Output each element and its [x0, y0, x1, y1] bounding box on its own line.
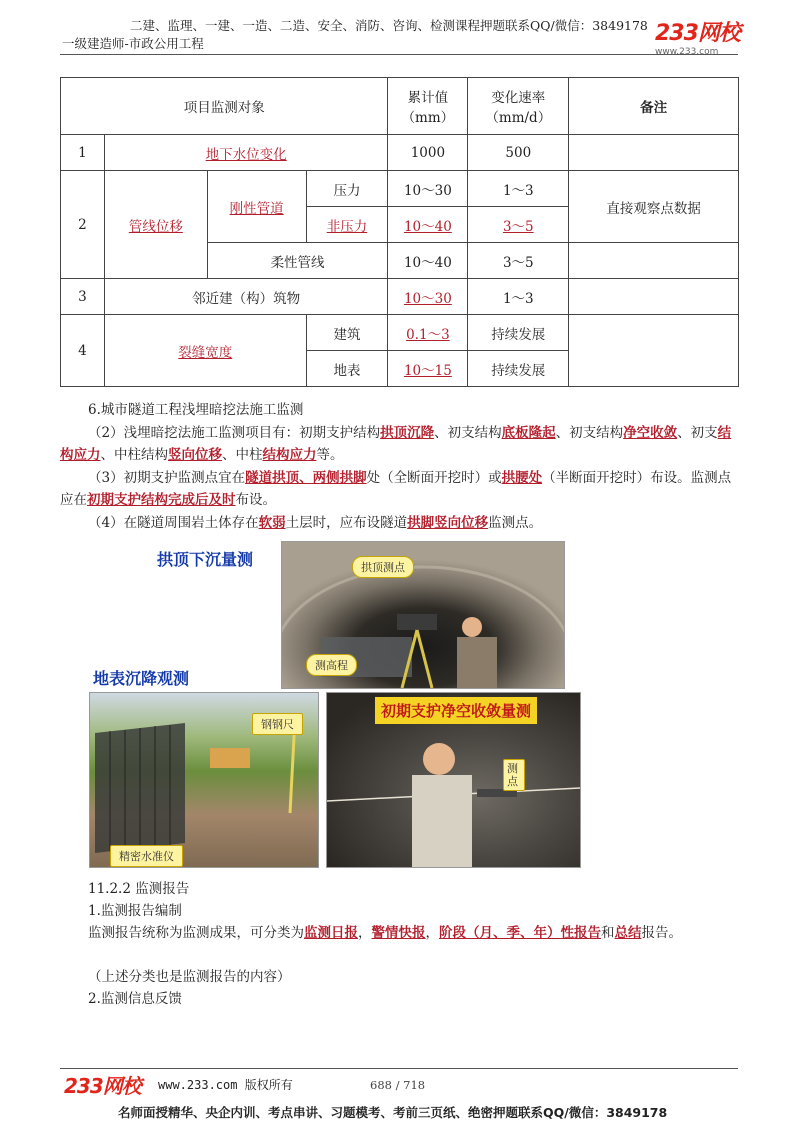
cell-note: [569, 243, 739, 279]
subheading-report-compile: 1.监测报告编制: [88, 903, 182, 919]
paragraph-report-types: 监测报告统称为监测成果，可分类为监测日报，警情快报，阶段（月、季、年）性报告和总结报告。: [88, 925, 682, 941]
label-surface-settlement: 地表沉降观测: [93, 669, 190, 688]
cell-note: 直接观察点数据: [569, 171, 739, 243]
tunnel-vault-photo: [281, 541, 565, 689]
cell-cum: 10～40: [388, 207, 468, 243]
th-object: 项目监测对象: [61, 78, 388, 135]
section-heading-6: 6.城市隧道工程浅埋暗挖法施工监测: [88, 402, 304, 418]
cell-rate: 500: [468, 135, 569, 171]
header-contact-line: 二建、监理、一建、一造、二造、安全、消防、咨询、检测课程押题联系QQ/微信：3849178: [130, 18, 648, 33]
cell-label: 压力: [306, 171, 388, 207]
cell-no: 1: [61, 135, 105, 171]
subheading-feedback: 2.监测信息反馈: [88, 991, 182, 1007]
cell-rate: 3～5: [468, 207, 569, 243]
callout-measure-point: 测点: [503, 759, 525, 791]
label-vault-settlement: 拱顶下沉量测: [157, 550, 254, 569]
cell-cum: 10～15: [388, 351, 468, 387]
cell-label: 地表: [306, 351, 388, 387]
header-logo-text: 233网校: [655, 21, 740, 46]
footer-contact-line: 名师面授精华、央企内训、考点串讲、习题模考、考前三页纸、绝密押题联系QQ/微信：3849178: [118, 1105, 668, 1120]
cell-object: 裂缝宽度: [104, 315, 306, 387]
cell-rate: 持续发展: [468, 351, 569, 387]
paragraph-3: （3）初期支护监测点宜在隧道拱顶、两侧拱脚处（全断面开挖时）或拱腰处（半断面开挖时）布设。监测点应在初期支护结构完成后及时布设。: [60, 470, 732, 508]
cell-note: [569, 315, 739, 387]
cell-rate: 持续发展: [468, 315, 569, 351]
page-number: 688 / 718: [370, 1078, 426, 1092]
cell-subtype: 刚性管道: [207, 171, 306, 243]
note-report-content: （上述分类也是监测报告的内容）: [88, 969, 291, 985]
cell-label: 建筑: [306, 315, 388, 351]
cell-no: 3: [61, 279, 105, 315]
cell-subtype: 柔性管线: [207, 243, 388, 279]
header-divider: [60, 54, 738, 55]
paragraph-2: （2）浅埋暗挖法施工监测项目有：初期支护结构拱顶沉降、初支结构底板隆起、初支结构净空收敛、初支结构应力、中柱结构竖向位移、中柱结构应力等。: [60, 425, 732, 463]
section-heading-11-2-2: 11.2.2 监测报告: [88, 881, 190, 897]
th-cumulative: 累计值 （mm）: [388, 78, 468, 135]
cell-object: 地下水位变化: [104, 135, 387, 171]
callout-steel-ruler: 钢钢尺: [252, 713, 303, 735]
table-header-row: [61, 78, 739, 135]
footer-copyright: www.233.com 版权所有: [158, 1078, 293, 1092]
callout-vault-point: 拱顶测点: [352, 556, 414, 578]
footer-divider: [60, 1068, 738, 1069]
cell-note: [569, 279, 739, 315]
paragraph-4: （4）在隧道周围岩土体存在软弱土层时，应布设隧道拱脚竖向位移监测点。: [88, 515, 543, 531]
cell-rate: 1～3: [468, 171, 569, 207]
header-logo: [655, 16, 740, 57]
table-row: [61, 171, 739, 207]
surface-settlement-photo: [89, 692, 319, 868]
callout-precision-level: 精密水准仪: [110, 845, 183, 867]
cell-object: 管线位移: [104, 171, 207, 279]
header-logo-sub: www.233.com: [655, 47, 719, 57]
cell-rate: 3～5: [468, 243, 569, 279]
th-rate: 变化速率 （mm/d）: [468, 78, 569, 135]
cell-no: 4: [61, 315, 105, 387]
table-row: [61, 315, 739, 351]
cell-rate: 1～3: [468, 279, 569, 315]
footer-logo: 233网校: [64, 1074, 141, 1098]
cell-cum: 10～40: [388, 243, 468, 279]
cell-no: 2: [61, 171, 105, 279]
cell-cum: 10～30: [388, 171, 468, 207]
monitoring-table: [60, 77, 739, 387]
table-row: [61, 279, 739, 315]
table-row: [61, 135, 739, 171]
cell-cum: 0.1～3: [388, 315, 468, 351]
cell-object: 邻近建（构）筑物: [104, 279, 387, 315]
cell-cum: 10～30: [388, 279, 468, 315]
header-course-title: 一级建造师-市政公用工程: [62, 36, 204, 51]
banner-convergence: 初期支护净空收敛量测: [375, 697, 537, 724]
callout-elevation: 测高程: [306, 654, 357, 676]
cell-note: [569, 135, 739, 171]
cell-cum: 1000: [388, 135, 468, 171]
convergence-photo: [326, 692, 581, 868]
cell-label: 非压力: [306, 207, 388, 243]
th-note: 备注: [569, 78, 739, 135]
